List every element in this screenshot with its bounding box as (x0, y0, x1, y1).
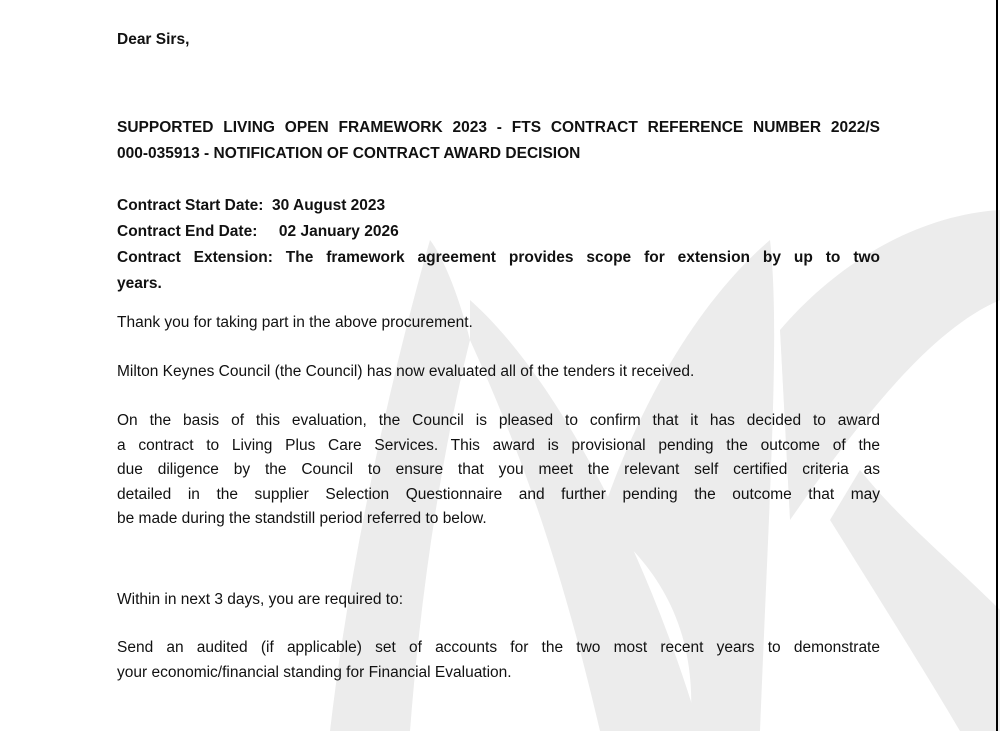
paragraph-line: a contract to Living Plus Care Services. This award is provisional pending the outcome of the (117, 436, 880, 454)
paragraph-line: detailed in the supplier Selection Questionnaire and further pending the outcome that may (117, 485, 880, 503)
paragraph-line: On the basis of this evaluation, the Council is pleased to confirm that it has decided to award (117, 412, 880, 429)
salutation: Dear Sirs, (117, 31, 190, 48)
award-paragraph (117, 409, 880, 532)
paragraph-line: due diligence by the Council to ensure that you meet the relevant self certified criteria as (117, 461, 880, 478)
contract-start-date: Contract Start Date: 30 August 2023 (117, 197, 386, 214)
letter-heading (117, 115, 880, 167)
contract-end-date: Contract End Date: 02 January 2026 (117, 223, 399, 240)
contract-details (117, 193, 880, 297)
accounts-paragraph (117, 636, 880, 685)
contract-extension: Contract Extension: The framework agreement provides scope for extension by up to two (117, 249, 880, 266)
page-right-border (996, 0, 998, 731)
evaluation-text: Milton Keynes Council (the Council) has now evaluated all of the tenders it received. (117, 363, 695, 380)
thanks-text: Thank you for taking part in the above procurement. (117, 314, 473, 331)
requirements-intro: Within in next 3 days, you are required to: (117, 591, 404, 608)
paragraph-line: your economic/financial standing for Financial Evaluation. (117, 663, 512, 681)
paragraph-line: be made during the standstill period referred to below. (117, 510, 487, 527)
heading-line: SUPPORTED LIVING OPEN FRAMEWORK 2023 - FTS CONTRACT REFERENCE NUMBER 2022/S (117, 119, 880, 136)
heading-line: 000-035913 - NOTIFICATION OF CONTRACT AWARD DECISION (117, 145, 581, 162)
paragraph-line: Send an audited (if applicable) set of accounts for the two most recent years to demonstrate (117, 639, 880, 656)
contract-extension-cont: years. (117, 275, 162, 292)
